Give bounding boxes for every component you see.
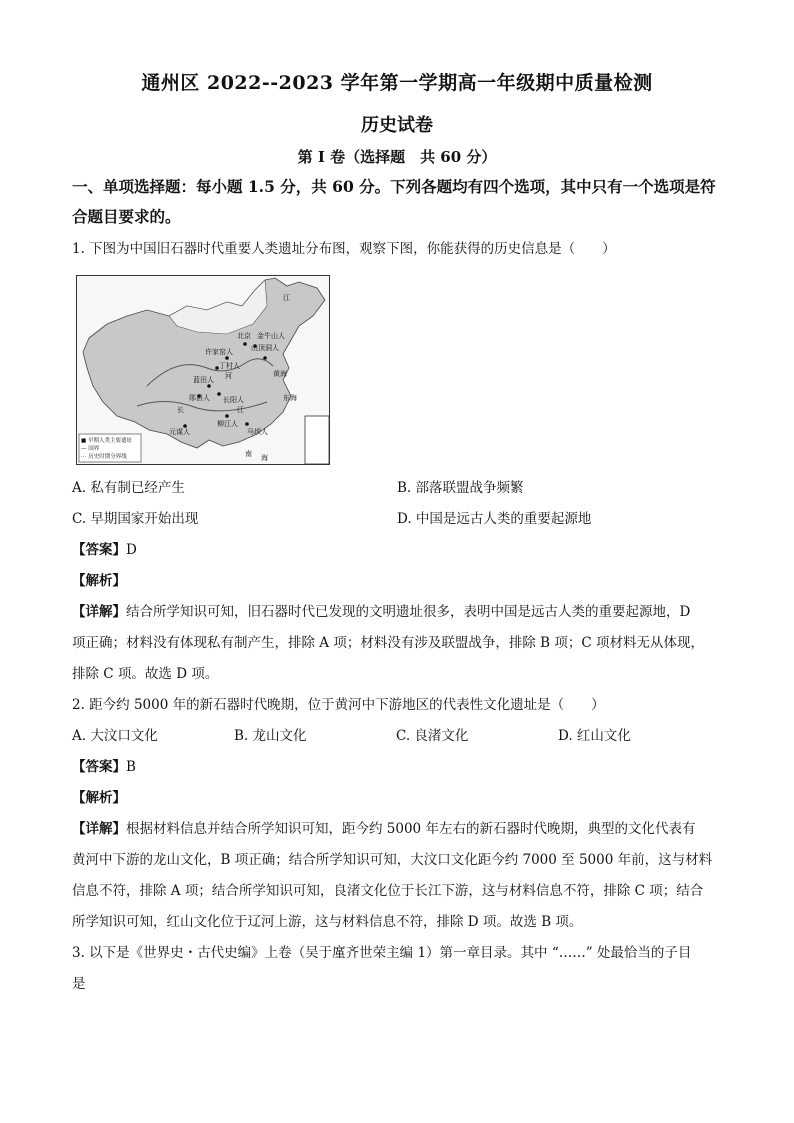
q2-detail-line-1 bbox=[72, 814, 722, 845]
q2-option-a[interactable]: A. 大汶口文化 bbox=[72, 728, 158, 744]
legend-divider: ⋯ 历史时期分界线 bbox=[81, 454, 127, 460]
legend-site: ■ 早期人类主要遗址 bbox=[81, 438, 132, 444]
label-jiang-north: 江 bbox=[283, 294, 290, 302]
site-dot bbox=[263, 356, 267, 360]
q1-stem: 1. 下图为中国旧石器时代重要人类遗址分布图，观察下图，你能获得的历史信息是（ ） bbox=[72, 241, 616, 257]
q2-analysis-row bbox=[72, 783, 722, 814]
q1-detail-line-3: 排除 C 项。故选 D 项。 bbox=[72, 666, 219, 682]
q2-option-c[interactable]: C. 良渚文化 bbox=[396, 728, 469, 744]
label-maba: 马坝人 bbox=[247, 428, 268, 436]
volume-heading: 第 I 卷（选择题 共 60 分） bbox=[297, 148, 497, 166]
label-hai: 海 bbox=[261, 454, 268, 462]
label-nan: 南 bbox=[245, 450, 252, 458]
q1-option-a[interactable]: A. 私有制已经产生 bbox=[72, 480, 185, 496]
label-jinniushan: 金牛山人 bbox=[257, 332, 285, 340]
detail-label: 【详解】 bbox=[72, 604, 126, 620]
label-chang: 长 bbox=[177, 406, 184, 414]
china-map-svg bbox=[77, 276, 329, 464]
q2-option-b[interactable]: B. 龙山文化 bbox=[234, 728, 307, 744]
section-heading-line-1: 一、单项选择题：每小题 1.5 分，共 60 分。下列各题均有四个选项，其中只有一个选项是符 bbox=[72, 177, 716, 196]
q1-analysis-row bbox=[72, 566, 722, 597]
exam-page bbox=[72, 68, 722, 1000]
china-landmass bbox=[83, 278, 325, 448]
site-dot bbox=[217, 392, 221, 396]
q2-detail-text-1: 根据材料信息并结合所学知识可知，距今约 5000 年左右的新石器时代晚期，典型的文化代表有 bbox=[126, 821, 696, 837]
exam-subtitle: 历史试卷 bbox=[361, 115, 433, 136]
label-huanghai: 黄海 bbox=[273, 370, 287, 378]
legend-border: — 国界 bbox=[81, 446, 100, 452]
q2-answer: B bbox=[126, 759, 136, 775]
paleolithic-sites-map bbox=[76, 275, 330, 465]
q2-stem: 2. 距今约 5000 年的新石器时代晚期，位于黄河中下游地区的代表性文化遗址是（ ） bbox=[72, 697, 605, 713]
label-yunxian: 郧县人 bbox=[189, 394, 210, 402]
q1-option-b[interactable]: B. 部落联盟战争频繁 bbox=[397, 480, 524, 496]
q3-stem-line-1: 3. 以下是《世界史・古代史编》上卷（吴于廑齐世荣主编 1）第一章目录。其中 “……” 处最恰当的子目 bbox=[72, 945, 692, 961]
exam-title: 通州区 2022--2023 学年第一学期高一年级期中质量检测 bbox=[141, 72, 653, 94]
label-shandingdong: 山顶洞人 bbox=[251, 344, 279, 352]
q2-answer-row bbox=[72, 752, 722, 783]
detail-label: 【详解】 bbox=[72, 821, 126, 837]
label-yuanmou: 元谋人 bbox=[169, 428, 190, 436]
q2-detail-line-3: 信息不符，排除 A 项；结合所学知识可知，良渚文化位于长江下游，这与材料信息不符，排除 C 项；结合 bbox=[72, 883, 704, 899]
site-dot bbox=[225, 356, 229, 360]
q3-stem-line-2: 是 bbox=[72, 976, 86, 992]
south-sea-inset bbox=[305, 416, 329, 464]
site-dot bbox=[243, 342, 247, 346]
q2-option-d[interactable]: D. 红山文化 bbox=[558, 728, 631, 744]
q1-detail-line-2: 项正确；材料没有体现私有制产生，排除 A 项；材料没有涉及联盟战争，排除 B 项；C 项材料无从体现， bbox=[72, 635, 704, 651]
label-changyang: 长阳人 bbox=[223, 396, 244, 404]
q1-option-c[interactable]: C. 早期国家开始出现 bbox=[72, 511, 199, 527]
label-liujiang: 柳江人 bbox=[217, 420, 238, 428]
label-donghai: 东海 bbox=[283, 394, 297, 402]
label-dingcun: 丁村人 bbox=[219, 362, 240, 370]
section-heading bbox=[72, 172, 722, 232]
q1-options bbox=[72, 473, 722, 535]
site-dot bbox=[207, 384, 211, 388]
label-lantian: 蓝田人 bbox=[193, 376, 214, 384]
q2-options bbox=[72, 721, 722, 752]
q1-answer: D bbox=[126, 542, 137, 558]
q1-answer-row bbox=[72, 535, 722, 566]
section-heading-line-2: 合题目要求的。 bbox=[72, 207, 181, 226]
label-beijing: 北京 bbox=[237, 332, 251, 340]
answer-label: 【答案】 bbox=[72, 759, 126, 775]
label-xujiayao: 许家窑人 bbox=[205, 348, 233, 356]
q2-detail-line-2: 黄河中下游的龙山文化，B 项正确；结合所学知识可知，大汶口文化距今约 7000 至 5000 年前，这与材料 bbox=[72, 852, 713, 868]
site-dot bbox=[225, 414, 229, 418]
analysis-label: 【解析】 bbox=[72, 573, 126, 589]
label-he: 河 bbox=[225, 372, 232, 380]
site-dot bbox=[245, 422, 249, 426]
analysis-label: 【解析】 bbox=[72, 790, 126, 806]
q2-detail-line-4: 所学知识可知，红山文化位于辽河上游，这与材料信息不符，排除 D 项。故选 B 项。 bbox=[72, 914, 583, 930]
q1-option-d[interactable]: D. 中国是远古人类的重要起源地 bbox=[397, 511, 592, 527]
q1-detail-text-1: 结合所学知识可知，旧石器时代已发现的文明遗址很多，表明中国是远古人类的重要起源地，D bbox=[126, 604, 691, 620]
answer-label: 【答案】 bbox=[72, 542, 126, 558]
q1-detail-line-1 bbox=[72, 597, 722, 628]
label-jiang: 江 bbox=[237, 406, 244, 414]
